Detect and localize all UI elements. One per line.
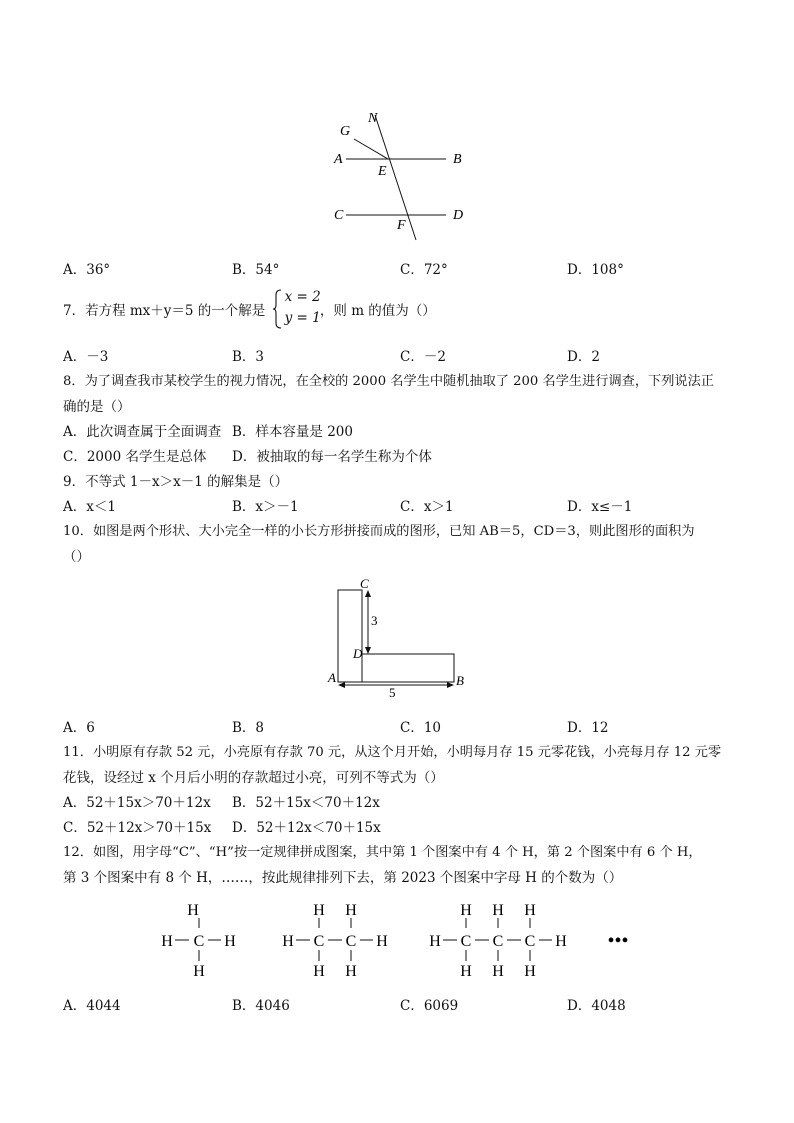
brace-icon [272,289,282,329]
letter-h: H [187,902,199,919]
q8-option-c[interactable]: C．2000 名学生是总体 [63,449,207,465]
q6-option-d[interactable]: D．108° [567,262,624,278]
label-B: B [456,673,464,688]
letter-h: H [524,902,536,919]
letter-h: H [224,933,236,950]
q11-line2: 花钱，设经过 x 个月后小明的存款超过小亮，可列不等式为（） [63,770,444,786]
letter-c: C [492,933,504,950]
q12-line2: 第 3 个图案中有 8 个 H，……，按此规律排列下去，第 2023 个图案中字母 H 的个数为（） [63,870,623,886]
q6-option-a[interactable]: A．36° [63,262,111,278]
q7-eq2: y = 1 [284,310,321,326]
q7-option-b[interactable]: B．3 [232,349,265,365]
label-G: G [340,124,351,139]
letter-h: H [282,933,294,950]
q11-option-c[interactable]: C．52＋12x＞70＋15x [63,820,212,836]
q12-option-b[interactable]: B．4046 [232,998,290,1014]
label-C: C [360,576,369,591]
letter-h: H [345,963,357,980]
q7-option-a[interactable]: A．－3 [63,349,109,365]
label-N: N [368,111,378,126]
label-A: A [328,670,336,685]
letter-h: H [555,933,567,950]
q10-option-c[interactable]: C．10 [400,720,442,736]
length-cd: 3 [371,613,378,628]
q9-option-a[interactable]: A．x＜1 [63,499,116,515]
letter-h: H [429,933,441,950]
q12-line1: 12．如图，用字母“C”、“H”按一定规律拼成图案，其中第 1 个图案中有 4 个 H，第 2 个图案中有 6 个 H， [63,845,702,860]
q7-eq1: x = 2 [284,289,321,305]
q12-option-d[interactable]: D．4048 [567,998,626,1014]
q8-line1: 8．为了调查我市某校学生的视力情况，在全校的 2000 名学生中随机抽取了 200 名学生进行调查，下列说法正 [63,374,714,389]
q8-option-d[interactable]: D．被抽取的每一名学生称为个体 [232,449,432,465]
letter-c: C [345,933,357,950]
figure-parallel-lines [320,105,480,245]
letter-c: C [524,933,536,950]
q10-option-b[interactable]: B．8 [232,720,265,736]
letter-h: H [313,902,325,919]
q10-option-a[interactable]: A．6 [63,720,95,736]
pattern-1 [161,902,236,980]
ellipsis-dots: ••• [607,930,629,952]
letter-c: C [313,933,325,950]
letter-h: H [313,963,325,980]
letter-h: H [460,963,472,980]
letter-h: H [161,933,173,950]
q8-line2: 确的是（） [63,399,131,415]
q6-option-b[interactable]: B．54° [232,262,280,278]
figure-ch-patterns [150,895,650,985]
q7-option-d[interactable]: D．2 [567,349,600,365]
figure-l-shape [320,572,470,702]
letter-h: H [460,902,472,919]
letter-h: H [524,963,536,980]
letter-h: H [376,933,388,950]
label-A: A [334,152,343,167]
q8-option-a[interactable]: A．此次调查属于全面调查 [63,424,222,440]
letter-h: H [492,902,504,919]
letter-h: H [193,963,205,980]
q9-option-b[interactable]: B．x＞－1 [232,499,299,515]
q7-option-c[interactable]: C．－2 [400,349,446,365]
q9-option-d[interactable]: D．x≤－1 [567,499,633,515]
label-B: B [453,152,462,167]
label-E: E [378,164,387,179]
q10-line2: （） [63,549,90,565]
q10-line1: 10．如图是两个形状、大小完全一样的小长方形拼接而成的图形，已知 AB＝5，CD＝3，则此图形的面积为 [63,524,695,539]
q8-option-b[interactable]: B．样本容量是 200 [232,424,353,440]
question-7 [63,289,436,329]
q12-option-c[interactable]: C．6069 [400,998,459,1014]
q12-option-a[interactable]: A．4044 [63,998,121,1014]
q11-line1: 11．小明原有存款 52 元，小亮原有存款 70 元，从这个月开始，小明每月存 15 元零花钱，小亮每月存 12 元零 [63,745,722,760]
letter-c: C [460,933,472,950]
q7-text-after: ，则 m 的值为（） [319,303,436,319]
q9-text: 9．不等式 1－x＞x－1 的解集是（） [63,474,289,490]
pattern-3 [429,902,567,980]
q7-equation-system [272,289,321,329]
label-C: C [334,208,344,223]
label-D: D [353,646,363,661]
letter-h: H [345,902,357,919]
label-D: D [453,208,464,223]
length-ab: 5 [389,685,396,700]
letter-h: H [492,963,504,980]
letter-c: C [193,933,205,950]
q6-option-c[interactable]: C．72° [400,262,448,278]
q10-option-d[interactable]: D．12 [567,720,609,736]
q7-text-before: 7．若方程 mx＋y＝5 的一个解是 [63,303,266,319]
q11-option-b[interactable]: B．52＋15x＜70＋12x [232,795,380,811]
q11-option-a[interactable]: A．52＋15x＞70＋12x [63,795,211,811]
q9-option-c[interactable]: C．x＞1 [400,499,454,515]
label-F: F [397,218,406,233]
pattern-2 [282,902,388,980]
q11-option-d[interactable]: D．52＋12x＜70＋15x [232,820,381,836]
